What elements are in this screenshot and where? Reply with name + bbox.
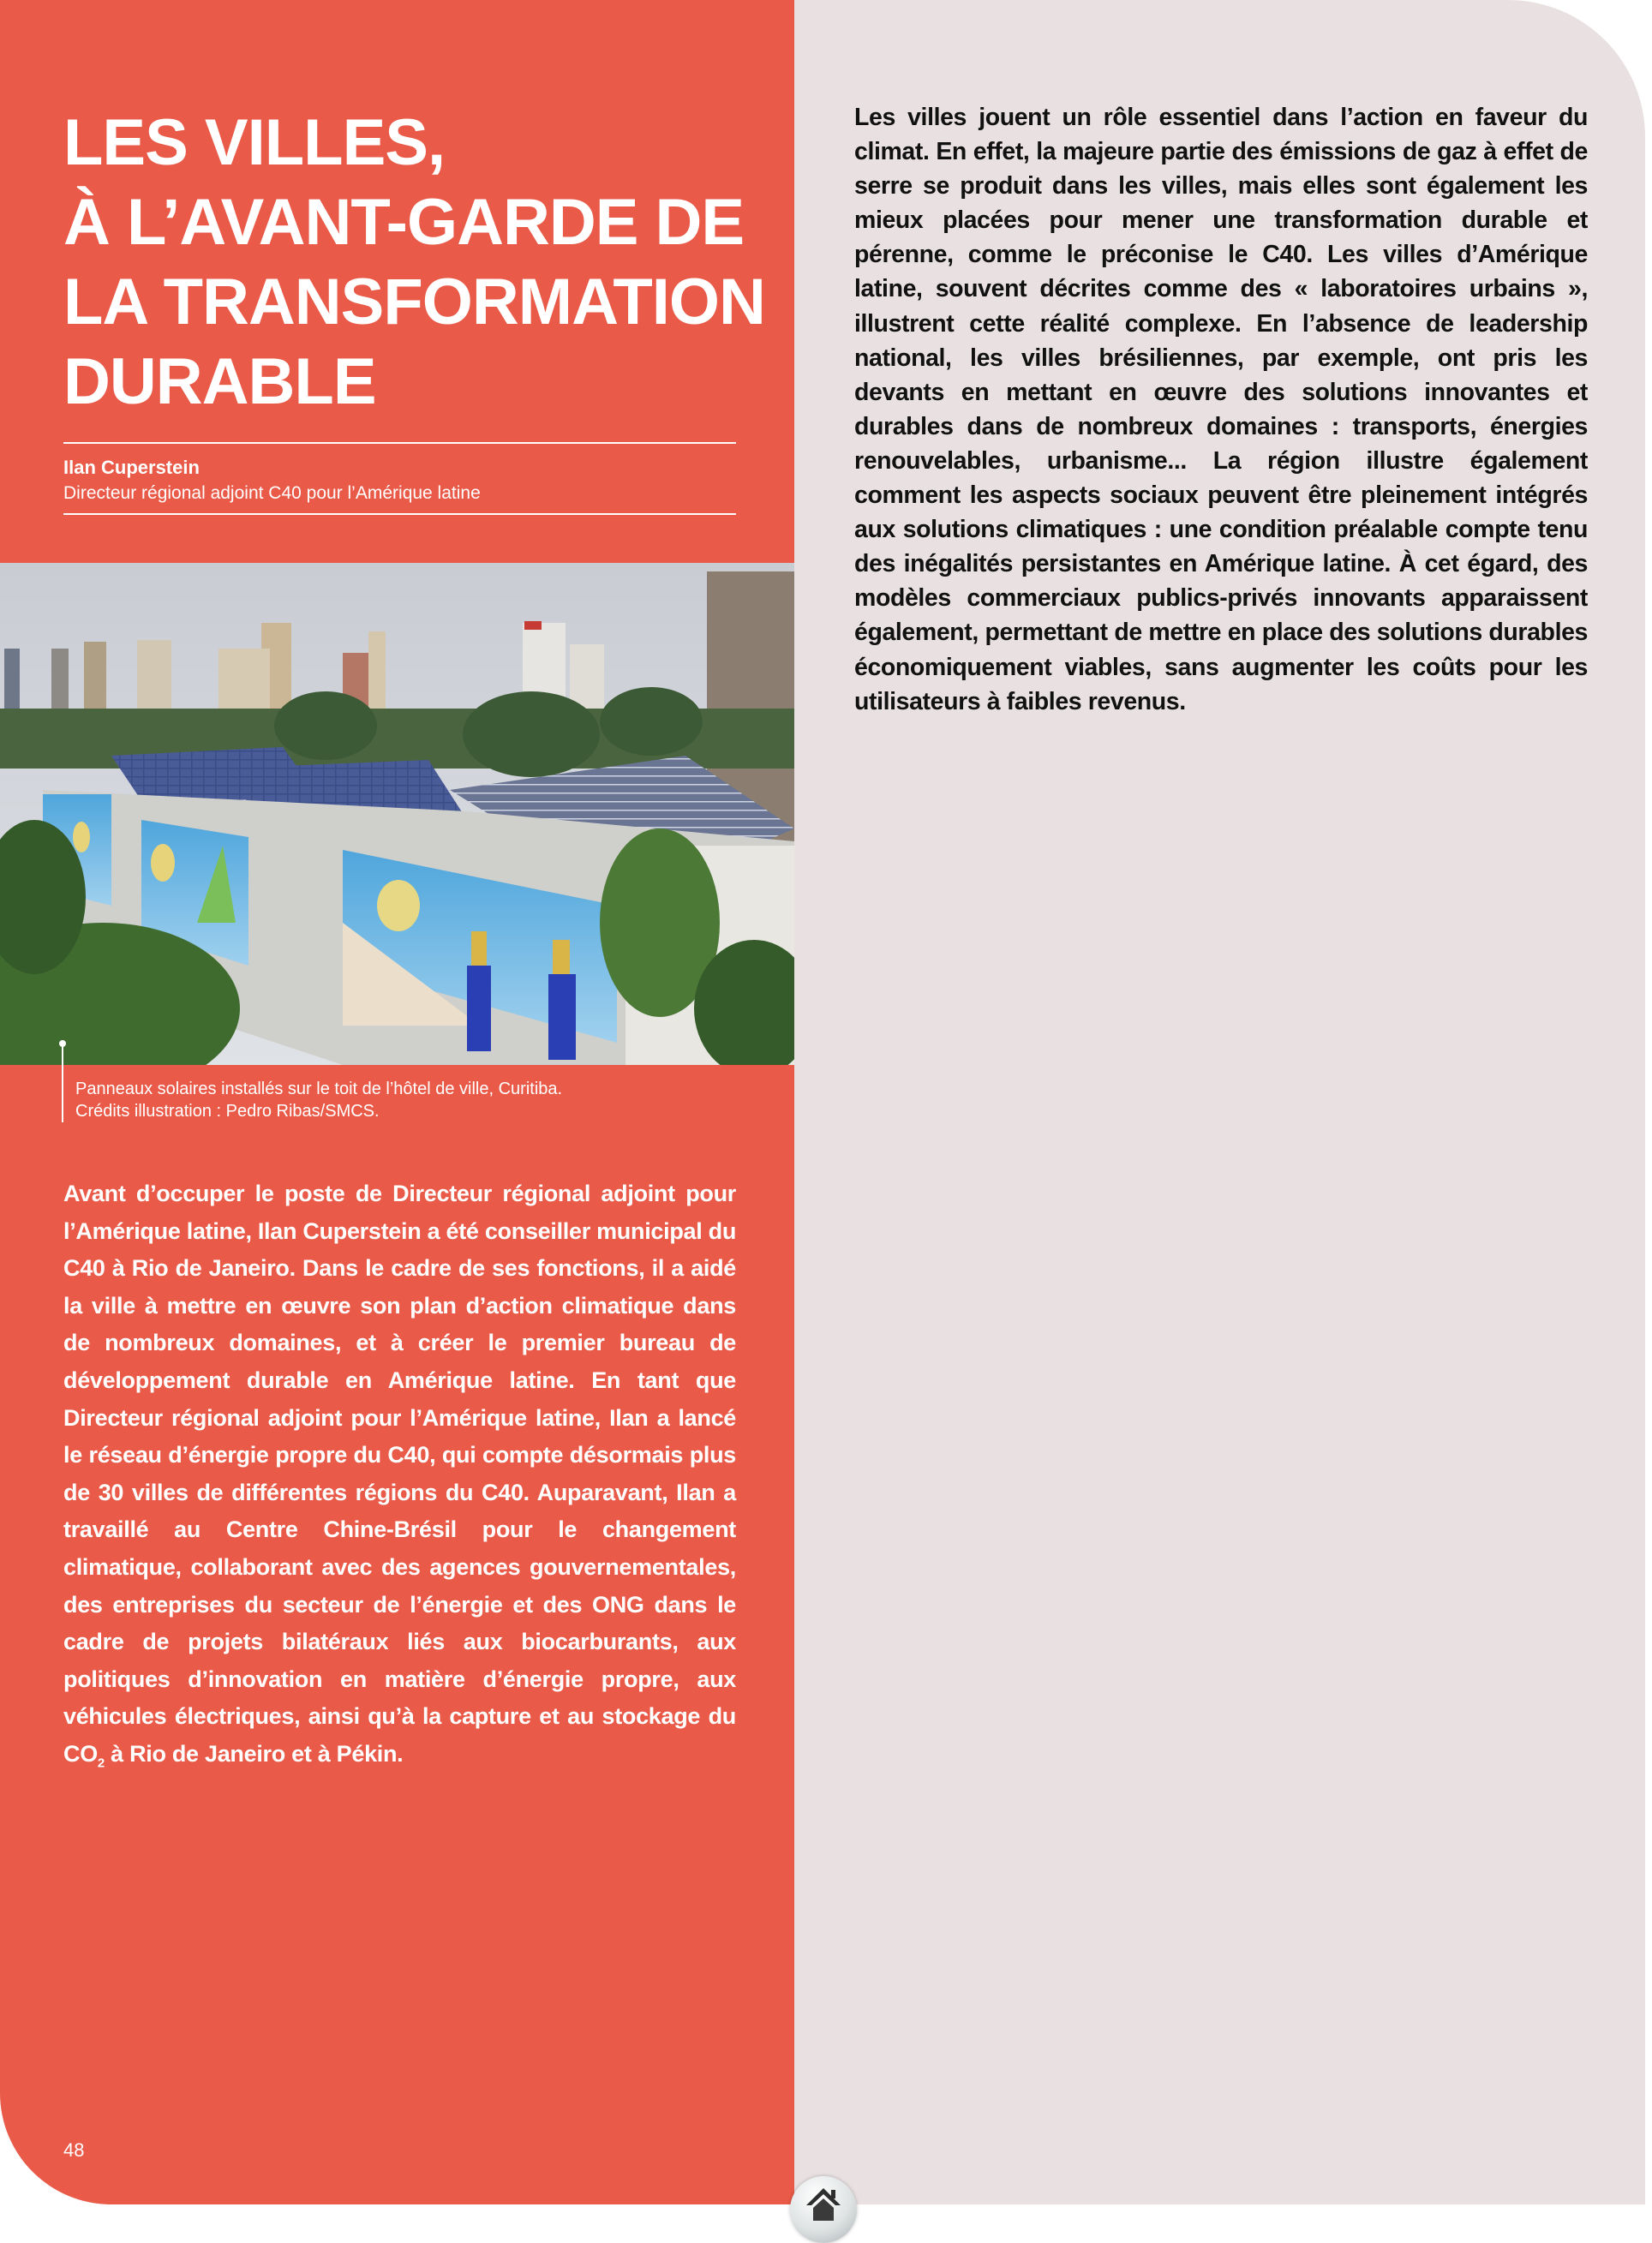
- bio-text: Avant d’occuper le poste de Directeur régional adjoint pour l’Amérique latine, Ilan Cuperstein a été conseiller municipal du C40 à Rio de Janeiro. Dans le cadre de ses fonctions, il a aidé la ville à mettre en œuvre son plan d’action climatique dans de nombreux domaines, et à créer le premier bureau de développement durable en Amérique latine. En tant que Directeur régional adjoint pour l’Amérique latine, Ilan a lancé le réseau d’énergie propre du C40, qui compte désormais plus de 30 villes de différentes régions du C40. Auparavant, Ilan a travaillé au Centre Chine-Brésil pour le changement climatique, collaborant avec des agences gouvernementales, des entreprises du secteur de l’énergie et des ONG dans le cadre de projets bilatéraux liés aux biocarburants, aux politiques d’innovation en matière d’énergie propre, aux véhicules électriques, ainsi qu’à la capture et au stockage du CO: [63, 1181, 737, 1767]
- author-name: Ilan Cuperstein: [63, 457, 200, 478]
- photo-credit: Crédits illustration : Pedro Ribas/SMCS.: [75, 1102, 380, 1121]
- bio-text-end: à Rio de Janeiro et à Pékin.: [104, 1740, 404, 1767]
- home-icon: [805, 2186, 842, 2221]
- title-line: À L’AVANT-GARDE DE: [63, 186, 745, 259]
- divider-top: [63, 442, 736, 444]
- photo-caption: [75, 1078, 562, 1122]
- article-intro: Les villes jouent un rôle essentiel dans l’action en faveur du climat. En effet, la majeure partie des émissions de gaz à effet de serre se produit dans les villes, mais elles sont également les mieux placées pour mener une transformation durable et pérenne, comme le préconise le C40. Les villes d’Amérique latine, souvent décrites comme des « laboratoires urbains », illustrent cette réalité complexe. En l’absence de leadership national, les villes brésiliennes, par exemple, ont pris les devants en mettant en œuvre des solutions innovantes et durables dans de nombreux domaines : transports, énergies renouvelables, urbanisme... La région illustre également comment les aspects sociaux peuvent être pleinement intégrés aux solutions climatiques : une condition préalable compte tenu des inégalités persistantes en Amérique latine. À cet égard, des modèles commerciaux publics-privés innovants apparaissent également, permettant de mettre en place des solutions durables économiquement viables, sans augmenter les coûts pour les utilisateurs à faibles revenus.: [854, 104, 1588, 715]
- page-number: 48: [63, 2139, 85, 2161]
- title-line: LA TRANSFORMATION: [63, 266, 765, 338]
- bio-subscript: 2: [97, 1756, 105, 1771]
- home-button[interactable]: [790, 2176, 857, 2243]
- divider-bottom: [63, 513, 736, 515]
- author-bio: [63, 1175, 736, 1773]
- caption-marker-line: [62, 1044, 63, 1122]
- article-title: [63, 103, 775, 422]
- title-line: DURABLE: [63, 345, 376, 418]
- caption-line: Panneaux solaires installés sur le toit de l’hôtel de ville, Curitiba.: [75, 1080, 563, 1098]
- author-role: Directeur régional adjoint C40 pour l’Amérique latine: [63, 483, 481, 503]
- title-line: LES VILLES,: [63, 106, 446, 179]
- article-photo: [0, 563, 794, 1065]
